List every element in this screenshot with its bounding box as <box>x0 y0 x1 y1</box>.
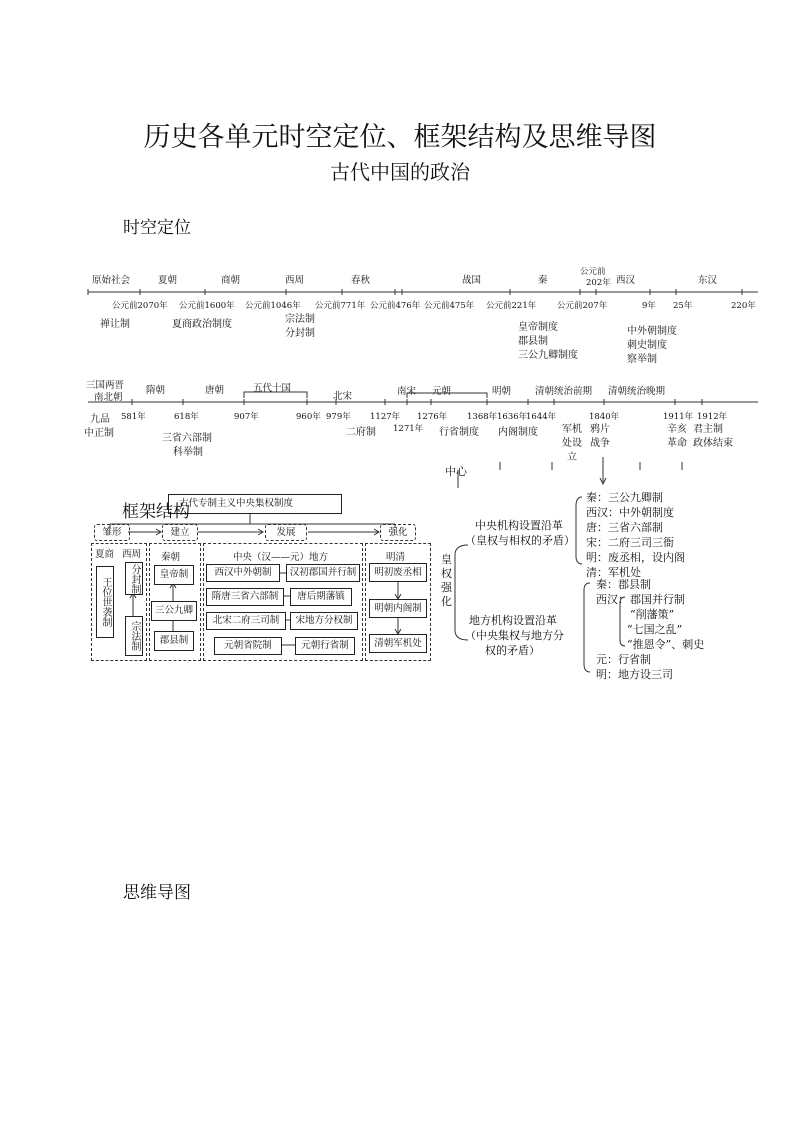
tl1-date-476: 公元前476年 <box>370 301 421 311</box>
col4-feichengxiang: 明初废丞相 <box>369 563 427 582</box>
stage-establish: 建立 <box>162 524 198 541</box>
page-title: 历史各单元时空定位、框架结构及思维导图 <box>143 122 657 153</box>
col1-header-xizhou: 西周 <box>122 549 142 560</box>
tl1-event-xiashang: 夏商政治制度 <box>172 319 232 330</box>
mm-central-song: 宋：二府三司三衙 <box>586 536 674 549</box>
mm-central-ming: 明：废丞相，设内阁 <box>586 551 685 564</box>
mindmap-center-top: 中心 <box>445 465 467 478</box>
col2-huangdi: 皇帝制 <box>154 565 194 585</box>
col2-header: 秦朝 <box>161 552 181 563</box>
mm-central-qing: 清：军机处 <box>586 566 641 579</box>
tl1-date-220: 220年 <box>731 301 756 311</box>
tl2-date-1912: 1912年 <box>697 412 728 422</box>
section-timeline: 时空定位 <box>123 218 191 238</box>
tl2-period-tang: 唐朝 <box>205 385 225 396</box>
col1-wangwei: 王位世袭制 <box>96 566 114 638</box>
tl2-event-xinhai-1: 辛亥 <box>667 424 687 435</box>
tl2-period-wudai: 五代十国 <box>253 383 292 394</box>
mm-local-label-3: 权的矛盾） <box>485 644 540 657</box>
mm-local-ming: 明：地方设三司 <box>596 668 673 681</box>
tl1-date-2070: 公元前2070年 <box>112 301 168 311</box>
tl2-period-sui: 隋朝 <box>146 385 166 396</box>
tl2-period-qing-late: 清朝统治晚期 <box>608 386 666 397</box>
tl1-period-eastern-han: 东汉 <box>698 275 718 286</box>
mm-central-qin: 秦：三公九卿制 <box>586 491 663 504</box>
col3-difangfenquan: 宋地方分权制 <box>290 612 358 630</box>
tl2-date-1840: 1840年 <box>589 412 620 422</box>
tl2-event-erfu: 二府制 <box>346 427 376 438</box>
col4-header: 明清 <box>386 552 406 563</box>
mm-local-xihan: 西汉： <box>596 593 629 606</box>
stage-budding: 雏形 <box>94 524 130 541</box>
tl1-period-spring-autumn: 春秋 <box>351 275 371 286</box>
mm-local-qin: 秦：郡县制 <box>596 578 651 591</box>
col3-zhongwaichao: 西汉中外朝制 <box>206 564 280 582</box>
mm-central-xihan: 西汉：中外朝制度 <box>586 506 674 519</box>
tl1-event-cishi: 刺史制度 <box>627 340 667 351</box>
col1-header-xiashang: 夏商 <box>95 549 115 560</box>
tl1-date-771: 公元前771年 <box>315 301 366 311</box>
tl2-date-1368: 1368年 <box>467 412 498 422</box>
col4-junjichu: 清朝军机处 <box>369 634 427 653</box>
col1-fenfeng: 分封制 <box>125 562 143 595</box>
mm-central-label-1: 中央机构设置沿革 <box>475 519 563 532</box>
tl1-label-202: 202年 <box>586 278 611 288</box>
tl1-period-xia: 夏朝 <box>158 275 178 286</box>
tl1-event-zhongwaichao: 中外朝制度 <box>627 326 677 337</box>
mm-local-junguo: 郡国并行制 <box>630 593 685 606</box>
tl2-period-beisong: 北宋 <box>333 391 353 402</box>
tl1-label-gongyuanqian: 公元前 <box>580 267 606 277</box>
tl1-event-zongfa: 宗法制 <box>285 314 315 325</box>
col1-zongfa: 宗法制 <box>125 616 143 656</box>
tl2-event-jiupin: 九品 <box>90 414 110 425</box>
mm-local-qiguo: “七国之乱” <box>627 623 683 636</box>
col3-erfu: 北宋二府三司制 <box>206 612 286 630</box>
tl1-event-fenfeng: 分封制 <box>285 328 315 339</box>
tl2-date-1636: 1636年 <box>497 412 528 422</box>
tl2-date-618: 618年 <box>174 412 199 422</box>
tl1-event-sangong: 三公九卿制度 <box>518 350 578 361</box>
stage-strengthen: 强化 <box>380 524 416 541</box>
tl2-event-xingsheng: 行省制度 <box>439 427 479 438</box>
mindmap-center: 皇权强化 <box>441 553 452 608</box>
tl2-period-nansong: 南宋 <box>397 386 417 397</box>
tl2-date-979: 979年 <box>326 412 351 422</box>
col4-neige: 明朝内阁制 <box>369 599 427 618</box>
col3-shengyuan: 元朝省院制 <box>214 637 282 655</box>
col2-junxian: 郡县制 <box>154 631 194 651</box>
tl2-period-qing-early: 清朝统治前期 <box>535 386 593 397</box>
tl1-date-1600: 公元前1600年 <box>179 301 235 311</box>
tl2-event-junji-3: 立 <box>567 452 577 463</box>
tl2-event-neige: 内阁制度 <box>498 427 538 438</box>
mm-local-label-2: （中央集权与地方分 <box>465 629 564 642</box>
tl1-period-warring-states: 战国 <box>462 275 482 286</box>
tl1-event-chaju: 察举制 <box>627 354 657 365</box>
tl2-period-yuan: 元朝 <box>432 386 452 397</box>
mm-local-label-1: 地方机构设置沿革 <box>469 614 557 627</box>
mm-local-xiaofan: “削藩策” <box>630 608 675 621</box>
tl2-date-1127: 1127年 <box>370 412 401 422</box>
mm-local-yuan: 元：行省制 <box>596 653 651 666</box>
mm-local-tuien: “推恩令”、刺史 <box>627 638 705 651</box>
tl2-period-ming: 明朝 <box>492 386 512 397</box>
page-subtitle: 古代中国的政治 <box>330 160 470 184</box>
tl2-event-junji-1: 军机 <box>562 424 582 435</box>
col3-fanzhen: 唐后期藩镇 <box>290 588 352 606</box>
tl2-period-nanbei: 南北朝 <box>94 392 123 403</box>
tl1-period-primitive: 原始社会 <box>92 275 131 286</box>
tl2-date-907: 907年 <box>234 412 259 422</box>
tl2-date-960: 960年 <box>296 412 321 422</box>
tl1-period-western-zhou: 西周 <box>285 275 305 286</box>
tl2-event-monarchy-1: 君主制 <box>693 424 723 435</box>
mm-central-label-2: （皇权与相权的矛盾） <box>465 534 575 547</box>
tl2-date-1644: 1644年 <box>526 412 557 422</box>
tl2-event-opium-2: 战争 <box>590 438 610 449</box>
tl1-event-shanrang: 禅让制 <box>100 319 130 330</box>
tl1-event-emperor: 皇帝制度 <box>518 322 558 333</box>
col3-sansheng: 隋唐三省六部制 <box>206 588 284 606</box>
tl1-date-9: 9年 <box>642 301 656 311</box>
tl2-event-zhongzheng: 中正制 <box>84 428 114 439</box>
col3-junguo: 汉初郡国并行制 <box>286 564 360 582</box>
col2-sangong: 三公九卿 <box>151 601 197 621</box>
tl1-event-junxian: 郡县制 <box>518 336 548 347</box>
tl1-date-221: 公元前221年 <box>486 301 537 311</box>
tl1-period-qin: 秦 <box>538 275 548 286</box>
tl1-date-207: 公元前207年 <box>557 301 608 311</box>
stage-develop: 发展 <box>265 524 307 541</box>
tl2-date-1276: 1276年 <box>417 412 448 422</box>
tl1-period-shang: 商朝 <box>221 275 241 286</box>
tl2-event-opium-1: 鸦片 <box>590 424 610 435</box>
col3-xingsheng: 元朝行省制 <box>295 637 355 655</box>
mm-central-tang: 唐：三省六部制 <box>586 521 663 534</box>
tl2-date-1911: 1911年 <box>663 412 694 422</box>
tl1-period-western-han: 西汉 <box>616 275 636 286</box>
tl2-event-monarchy-2: 政体结束 <box>693 438 733 449</box>
tl2-date-1271: 1271年 <box>393 424 424 434</box>
tl1-date-25: 25年 <box>673 301 693 311</box>
tl2-event-sansheng: 三省六部制 <box>162 433 212 444</box>
section-framework: 框架结构 <box>122 502 190 522</box>
tl2-event-junji-2: 处设 <box>562 438 582 449</box>
col3-header: 中央（汉——元）地方 <box>233 552 329 563</box>
tl1-date-1046: 公元前1046年 <box>245 301 301 311</box>
tl2-event-keju: 科举制 <box>173 447 203 458</box>
framework-title: 古代专制主义中央集权制度 <box>168 494 342 514</box>
tl2-event-xinhai-2: 革命 <box>667 438 687 449</box>
section-mindmap: 思维导图 <box>123 883 191 903</box>
tl2-date-581: 581年 <box>121 412 146 422</box>
tl1-date-475: 公元前475年 <box>424 301 475 311</box>
tl2-period-sanguo: 三国两晋 <box>86 380 125 391</box>
